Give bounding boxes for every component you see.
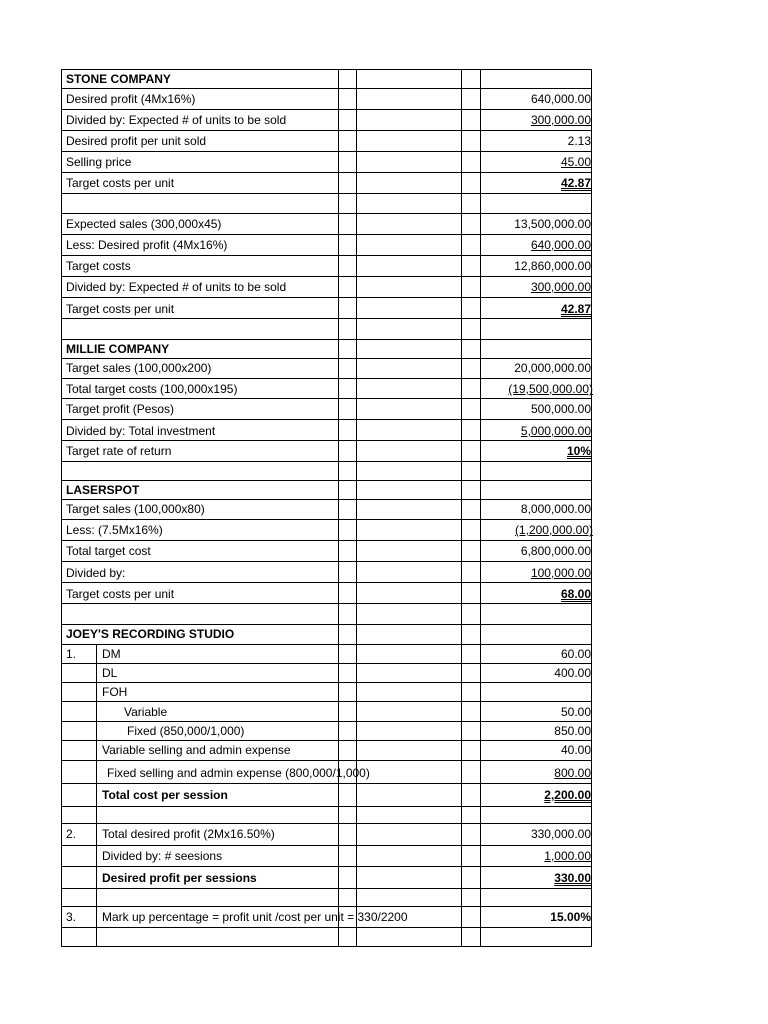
grid-line [61,806,592,807]
row-label: Total cost per session [102,788,228,802]
grid-line [61,378,592,379]
row-total: 15.00% [550,910,591,924]
grid-line [61,663,592,664]
row-label: Target sales (100,000x200) [66,361,212,375]
grid-line [61,927,592,928]
row-label: Target costs per unit [66,302,175,316]
row-value: 50.00 [560,705,591,719]
row-value: 640,000.00 [530,92,591,106]
row-label: Total target cost [66,544,151,558]
row-label: Target sales (100,000x80) [66,502,205,516]
grid-line [61,339,592,340]
item-number: 1. [66,647,77,661]
grid-line [591,69,592,947]
grid-line [61,740,592,741]
grid-line [480,69,481,947]
grid-line [61,255,592,256]
row-value: (19,500,000.00) [508,382,593,396]
grid-line [356,69,357,947]
grid-line [61,540,592,541]
grid-line [61,172,592,173]
row-value: 640,000.00 [530,238,591,252]
row-label: Divided by: Expected # of units to be sold [66,113,287,127]
row-label: Target costs [66,259,131,273]
grid-line [61,297,592,298]
section-title: MILLIE COMPANY [66,342,170,356]
grid-line [61,318,592,319]
row-label: Variable selling and admin expense [102,743,291,757]
grid-line [61,682,592,683]
row-label: Divided by: Total investment [66,424,216,438]
row-total: 68.00 [560,587,591,601]
grid-line [61,151,592,152]
row-value: 5,000,000.00 [520,424,591,438]
row-label: Target rate of return [66,444,172,458]
row-label: Target profit (Pesos) [66,402,175,416]
row-value: 500,000.00 [530,402,591,416]
row-total: 2,200.00 [544,788,591,802]
section-title: JOEY'S RECORDING STUDIO [66,627,235,641]
row-value: 400.00 [554,666,591,680]
section-title: STONE COMPANY [66,72,171,86]
grid-line [61,480,592,481]
row-label: Desired profit per unit sold [66,134,207,148]
grid-line [61,213,592,214]
grid-line [61,398,592,399]
grid-line [61,866,592,867]
row-label: DM [102,647,121,661]
grid-line [61,624,592,625]
grid-line [61,519,592,520]
grid-line [61,760,592,761]
grid-line [61,109,592,110]
row-label: Fixed selling and admin expense (800,000/1,000) [107,766,370,780]
row-value: 300,000.00 [530,280,591,294]
grid-line [61,130,592,131]
grid-line [461,69,462,947]
grid-line [61,582,592,583]
grid-line [61,644,592,645]
grid-line [61,69,592,70]
grid-line [61,193,592,194]
grid-line [61,234,592,235]
row-value: (1,200,000.00) [514,523,593,537]
row-label: Total target costs (100,000x195) [66,382,238,396]
row-value: 2.13 [567,134,591,148]
row-value: 100,000.00 [530,566,591,580]
row-label: Total desired profit (2Mx16.50%) [102,827,275,841]
row-label: Variable [124,705,168,719]
row-label: Selling price [66,155,132,169]
grid-line [61,440,592,441]
row-label: Less: (7.5Mx16%) [66,523,163,537]
row-label: Divided by: # seesions [102,849,223,863]
row-value: 20,000,000.00 [514,361,591,375]
grid-line [61,701,592,702]
row-value: 850.00 [554,724,591,738]
grid-line [61,603,592,604]
row-value: 6,800,000.00 [520,544,591,558]
item-number: 2. [66,827,77,841]
row-total: 330.00 [554,871,591,885]
grid-line [338,69,339,947]
row-total: 42.87 [560,302,591,316]
grid-line [61,499,592,500]
section-title: LASERSPOT [66,483,140,497]
row-label: DL [102,666,118,680]
grid-line [61,561,592,562]
row-label: Target costs per unit [66,587,175,601]
grid-line [96,644,97,947]
row-value: 300,000.00 [530,113,591,127]
grid-line [61,88,592,89]
row-label: Expected sales (300,000x45) [66,217,222,231]
row-value: 60.00 [560,647,591,661]
row-value: 1,000.00 [544,849,591,863]
row-label: Divided by: [66,566,126,580]
row-label: Desired profit (4Mx16%) [66,92,196,106]
row-value: 13,500,000.00 [514,217,591,231]
row-label: Desired profit per sessions [102,871,257,885]
grid-line [61,946,592,947]
grid-line [61,461,592,462]
row-total: 10% [566,444,591,458]
row-label: Divided by: Expected # of units to be sold [66,280,287,294]
grid-line [61,845,592,846]
row-label: Less: Desired profit (4Mx16%) [66,238,228,252]
row-label: FOH [102,685,128,699]
grid-line [61,783,592,784]
row-value: 330,000.00 [530,827,591,841]
row-total: 42.87 [560,176,591,190]
row-value: 40.00 [560,743,591,757]
row-label: Mark up percentage = profit unit /cost per unit = 330/2200 [102,910,408,924]
row-value: 45.00 [560,155,591,169]
grid-line [61,69,62,947]
grid-line [61,276,592,277]
grid-line [61,888,592,889]
grid-line [61,358,592,359]
row-value: 12,860,000.00 [514,259,591,273]
row-value: 800.00 [554,766,591,780]
row-label: Target costs per unit [66,176,175,190]
grid-line [61,419,592,420]
grid-line [61,823,592,824]
item-number: 3. [66,910,77,924]
grid-line [61,721,592,722]
grid-line [61,906,592,907]
row-value: 8,000,000.00 [520,502,591,516]
row-label: Fixed (850,000/1,000) [127,724,245,738]
